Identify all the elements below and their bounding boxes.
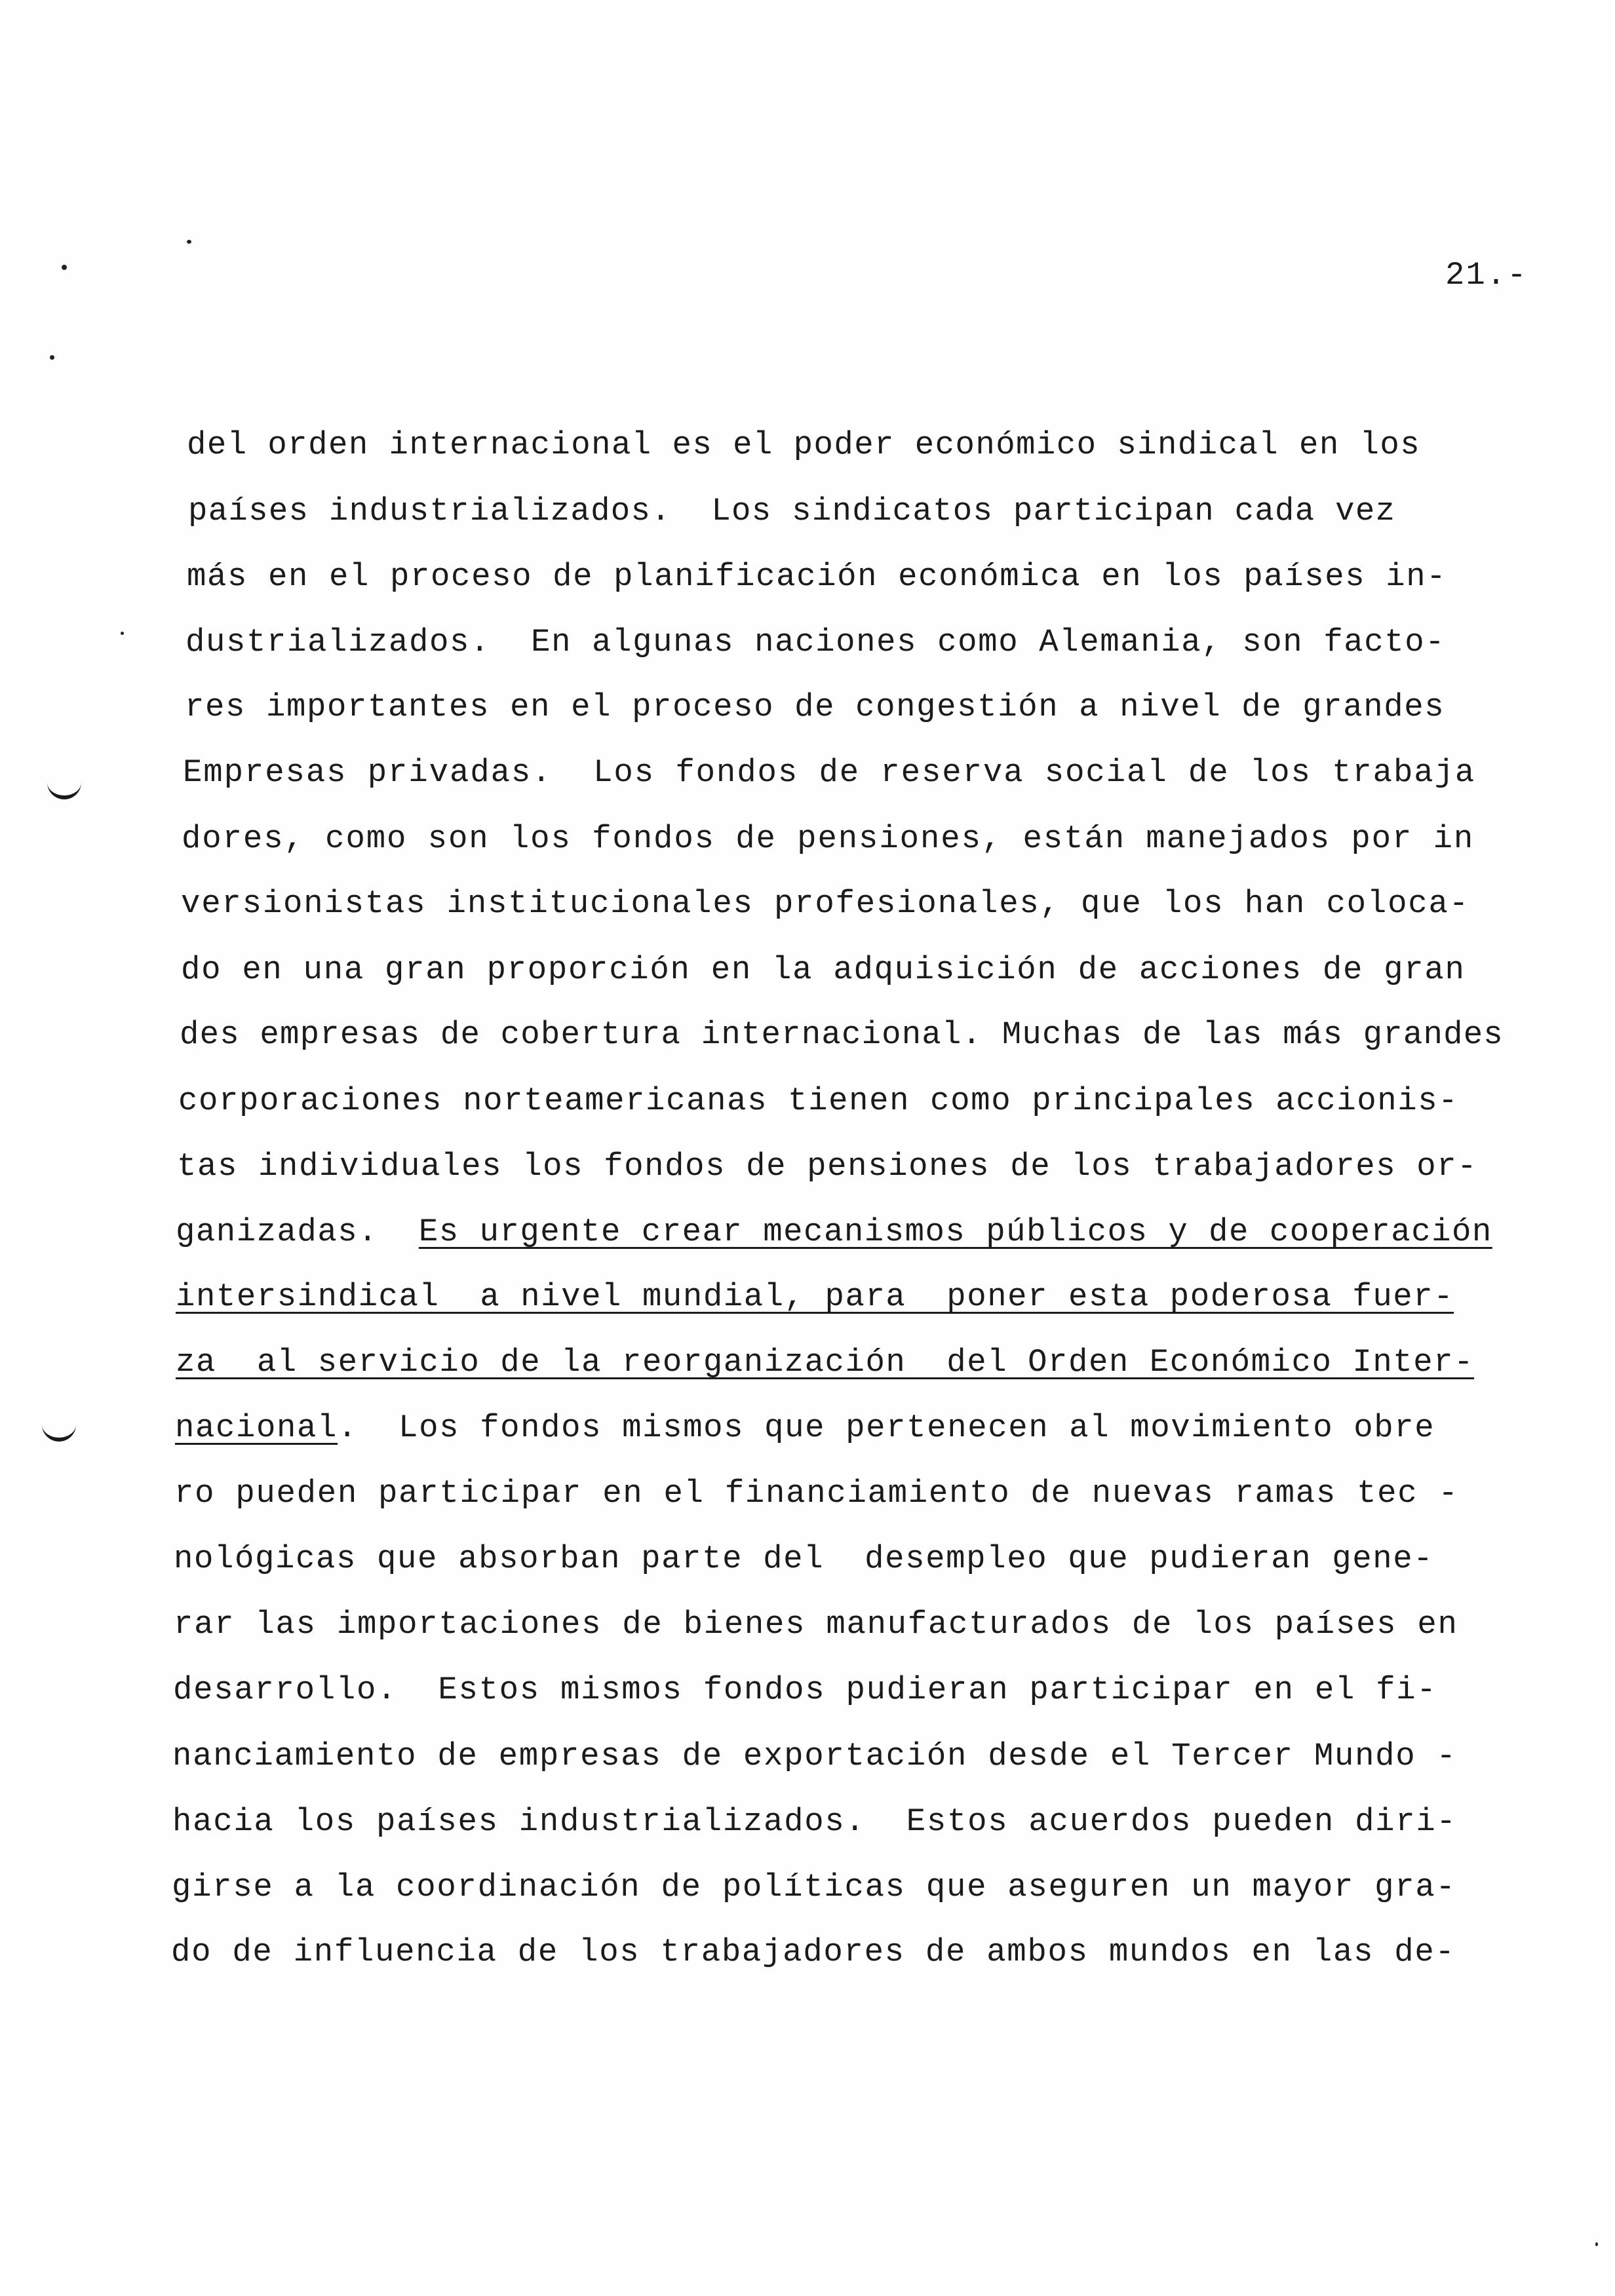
scan-speck xyxy=(1595,2242,1598,2246)
text-line-11: corporaciones norteamericanas tienen como principales accionis- xyxy=(178,1082,1459,1119)
text-line-1: del orden internacional es el poder económico sindical en los xyxy=(187,427,1421,463)
text-line-2: países industrializados. Los sindicatos participan cada vez xyxy=(188,493,1396,529)
text-line-10: des empresas de cobertura internacional. Muchas de las más grandes xyxy=(180,1016,1504,1053)
underlined-phrase-1: Es urgente crear mecanismos públicos y de cooperación xyxy=(418,1214,1492,1250)
text-line-15: za al servicio de la reorganización del Orden Económico Inter- xyxy=(176,1344,1475,1381)
underlined-phrase-2: nacional xyxy=(175,1409,338,1446)
text-line-22: hacia los países industrializados. Estos acuerdos pueden diri- xyxy=(172,1803,1457,1840)
text-line-6: Empresas privadas. Los fondos de reserva social de los trabaja xyxy=(183,754,1476,791)
text-line-14: intersindical a nivel mundial, para poner esta poderosa fuer- xyxy=(176,1278,1454,1315)
binding-mark-lower xyxy=(42,1419,76,1442)
scan-speck xyxy=(187,240,191,244)
text-line-8: versionistas institucionales profesionales, que los han coloca- xyxy=(181,885,1469,922)
text-line-23: girse a la coordinación de políticas que aseguren un mayor gra- xyxy=(172,1869,1456,1905)
binding-mark-upper xyxy=(47,777,81,799)
text-line-18: nológicas que absorban parte del desempleo que pudieran gene- xyxy=(174,1540,1434,1577)
text-line-3: más en el proceso de planificación económica en los países in- xyxy=(187,558,1447,595)
text-line-7: dores, como son los fondos de pensiones, están manejados por in xyxy=(182,820,1475,857)
text-line-20: desarrollo. Estos mismos fondos pudieran participar en el fi- xyxy=(173,1672,1437,1708)
text-line-19: rar las importaciones de bienes manufacturados de los países en xyxy=(174,1606,1458,1643)
page-number: 21.- xyxy=(1445,257,1528,294)
text-line-13 xyxy=(176,1216,1492,1248)
text-line-13-lead: ganizadas. xyxy=(176,1214,419,1250)
text-line-17: ro pueden participar en el financiamiento de nuevas ramas tec - xyxy=(174,1475,1459,1512)
text-line-24: do de influencia de los trabajadores de ambos mundos en las de- xyxy=(171,1934,1456,1970)
scan-speck xyxy=(121,632,124,635)
punch-dot-top xyxy=(62,265,67,270)
punch-dot-middle xyxy=(50,355,54,360)
text-line-5: res importantes en el proceso de congestión a nivel de grandes xyxy=(185,689,1445,725)
text-line-12: tas individuales los fondos de pensiones de los trabajadores or- xyxy=(177,1148,1478,1185)
text-line-9: do en una gran proporción en la adquisición de acciones de gran xyxy=(181,951,1466,988)
text-line-21: nanciamiento de empresas de exportación desde el Tercer Mundo - xyxy=(172,1738,1457,1774)
text-line-4: dustrializados. En algunas naciones como Alemania, son facto- xyxy=(185,624,1446,660)
text-line-16 xyxy=(175,1409,1435,1446)
text-line-16-rest: . Los fondos mismos que pertenecen al movimiento obre xyxy=(338,1409,1435,1446)
